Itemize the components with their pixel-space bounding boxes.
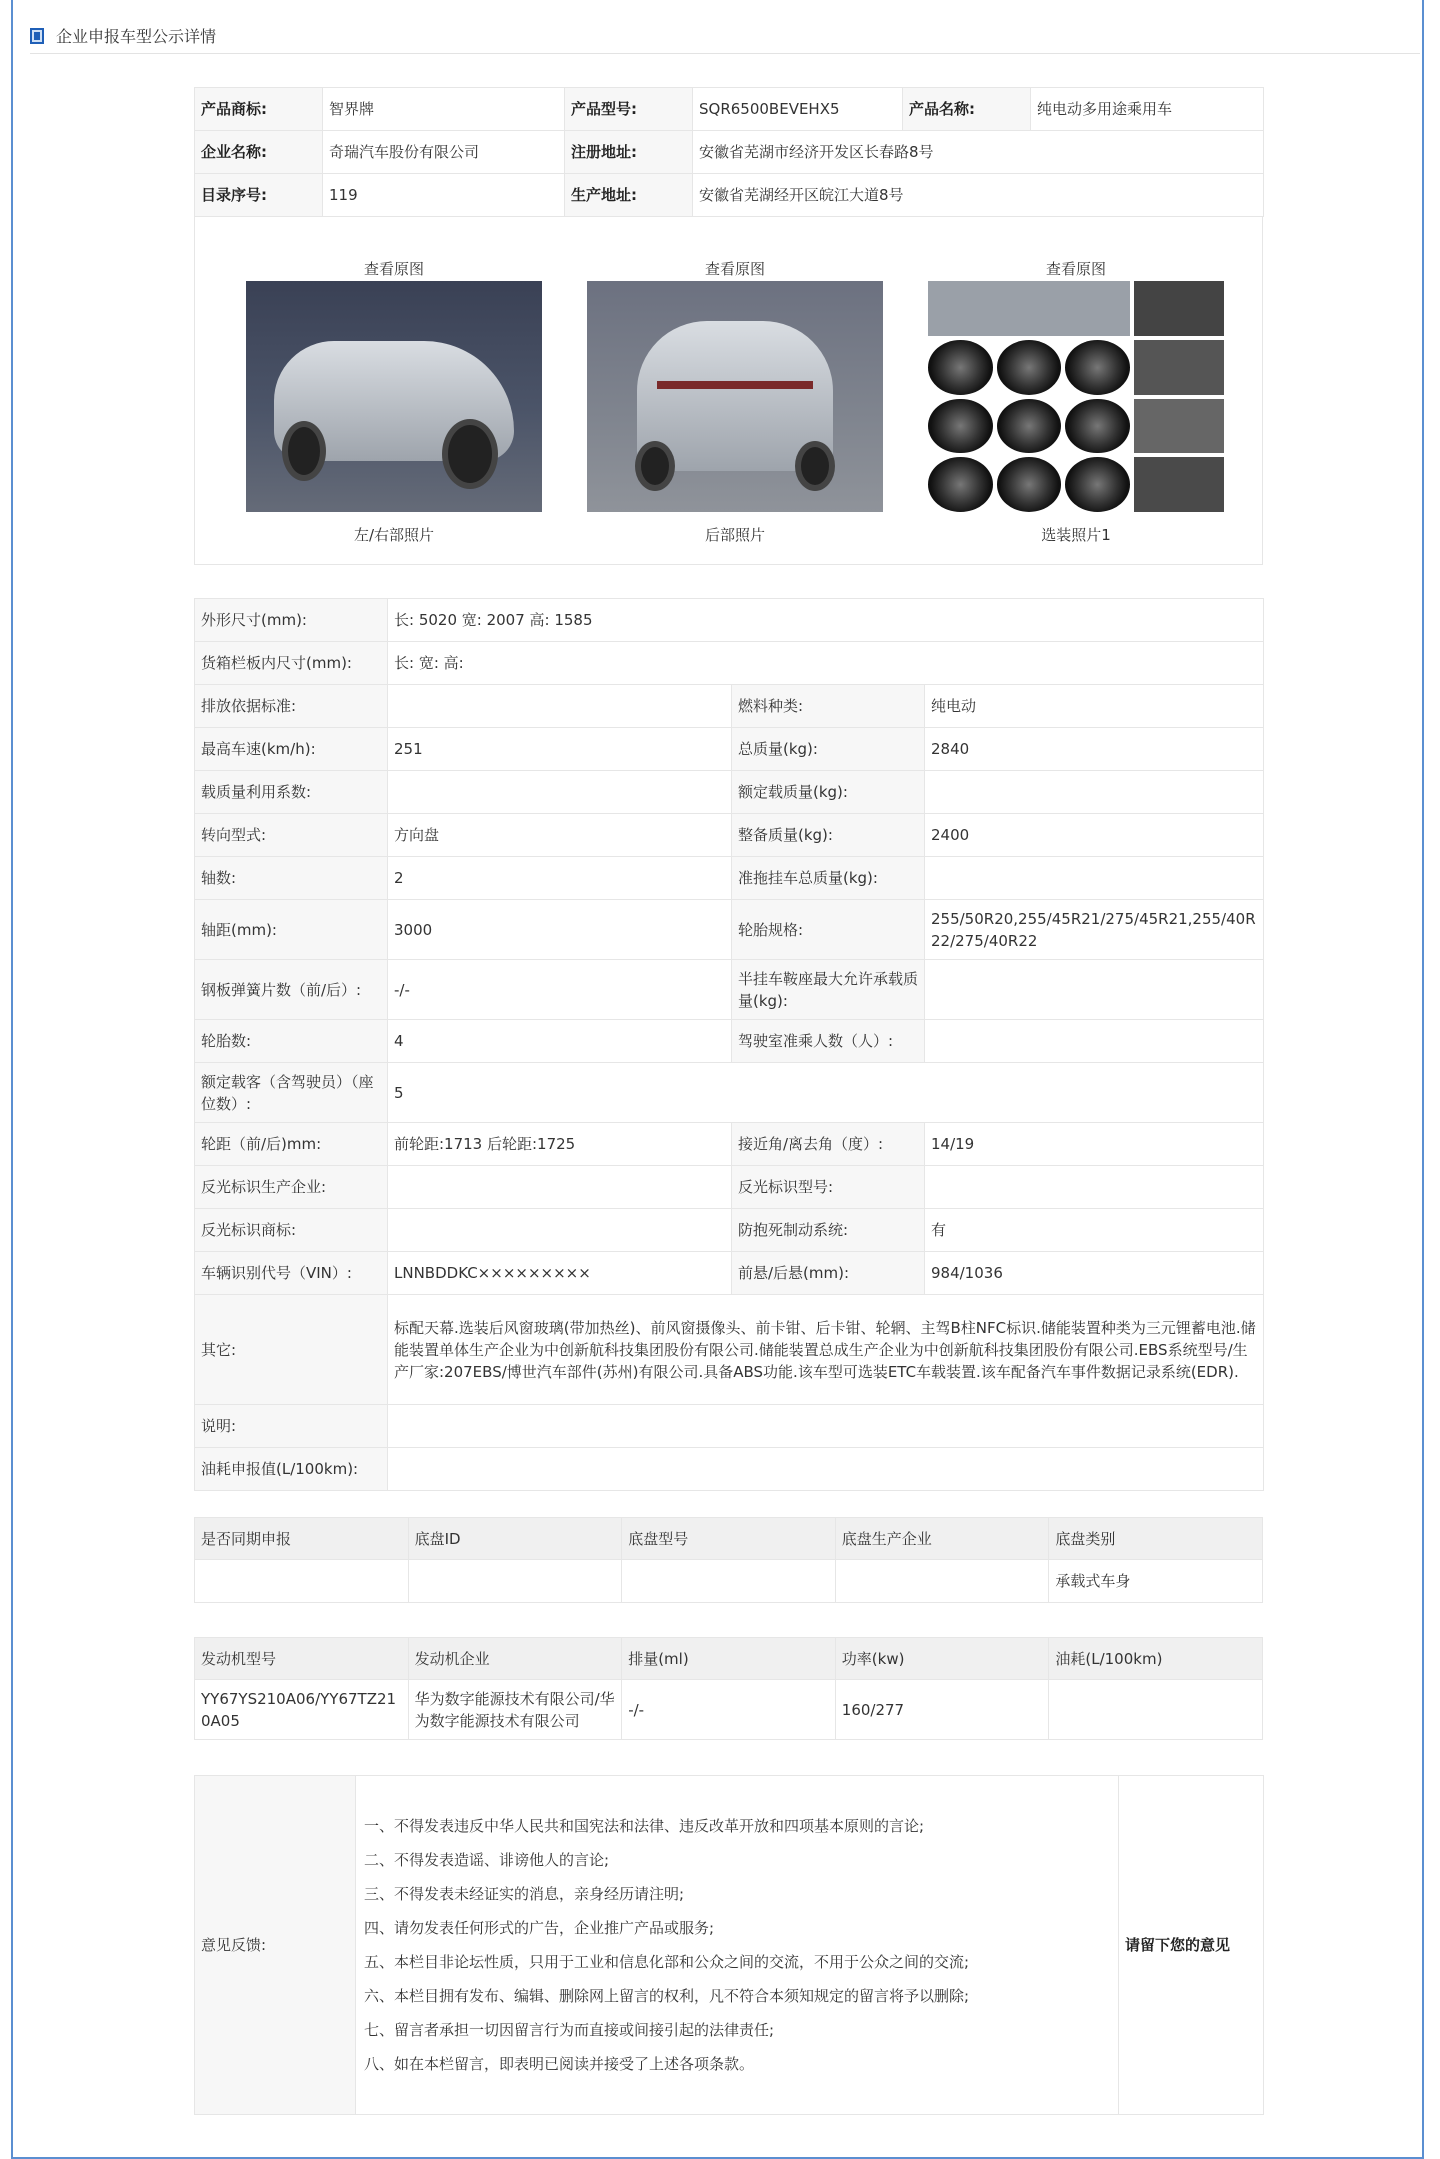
- spec-label: 整备质量(kg):: [732, 814, 925, 857]
- spec-label: 轮距（前/后)mm:: [195, 1123, 388, 1166]
- spec-label: 前悬/后悬(mm):: [732, 1252, 925, 1295]
- table-row: [195, 1448, 1264, 1491]
- column-header: 油耗(L/100km): [1049, 1638, 1263, 1680]
- spec-value: 2400: [925, 814, 1264, 857]
- table-cell: [622, 1560, 836, 1603]
- wheel-rear: [442, 419, 498, 489]
- spec-label: 反光标识商标:: [195, 1209, 388, 1252]
- spec-value: [925, 1020, 1264, 1063]
- product-name-label: 产品名称:: [903, 88, 1031, 131]
- spec-value: 2: [388, 857, 732, 900]
- photo-caption: 后部照片: [704, 526, 765, 544]
- table-row: [195, 88, 1264, 131]
- seats-label: 额定载客（含驾驶员）（座位数）:: [195, 1063, 388, 1123]
- table-row: [195, 131, 1264, 174]
- table-row: [195, 1020, 1264, 1063]
- product-name-value: 纯电动多用途乘用车: [1031, 88, 1264, 131]
- table-row: [195, 1776, 1264, 2115]
- engine-company-cell: 华为数字能源技术有限公司/华为数字能源技术有限公司: [408, 1680, 622, 1740]
- feedback-section: [194, 1775, 1263, 2115]
- feedback-table: [194, 1775, 1264, 2115]
- spec-label: 反光标识生产企业:: [195, 1166, 388, 1209]
- chassis-section: [194, 1517, 1263, 1603]
- rule-item: 八、如在本栏留言，即表明已阅读并接受了上述各项条款。: [364, 2055, 755, 2073]
- leave-comment-link[interactable]: 请留下您的意见: [1119, 1776, 1264, 2115]
- spec-value: [388, 1166, 732, 1209]
- column-header: 发动机企业: [408, 1638, 622, 1680]
- model-label: 产品型号:: [565, 88, 693, 131]
- spec-value: 有: [925, 1209, 1264, 1252]
- spec-value: 4: [388, 1020, 732, 1063]
- spec-value: 2840: [925, 728, 1264, 771]
- table-row: [195, 814, 1264, 857]
- spec-label: 载质量利用系数:: [195, 771, 388, 814]
- column-header: 底盘类别: [1049, 1518, 1263, 1560]
- power-cell: 160/277: [835, 1680, 1049, 1740]
- view-original-link[interactable]: 查看原图: [363, 260, 424, 278]
- column-header: 排量(ml): [622, 1638, 836, 1680]
- spec-value: 纯电动: [925, 685, 1264, 728]
- vin-label: 车辆识别代号（VIN）:: [195, 1252, 388, 1295]
- page-title: 企业申报车型公示详情: [56, 27, 217, 46]
- table-row: [195, 642, 1264, 685]
- company-label: 企业名称:: [195, 131, 323, 174]
- photo-rear: [587, 257, 883, 545]
- note-label: 说明:: [195, 1405, 388, 1448]
- side-car-photo[interactable]: [246, 281, 542, 512]
- table-row: [195, 960, 1264, 1020]
- spec-label: 准拖挂车总质量(kg):: [732, 857, 925, 900]
- table-cell: [408, 1560, 622, 1603]
- fuel-cell: [1049, 1680, 1263, 1740]
- spec-value: [388, 771, 732, 814]
- view-original-link[interactable]: 查看原图: [704, 260, 765, 278]
- table-row: [195, 900, 1264, 960]
- rule-item: 一、不得发表违反中华人民共和国宪法和法律、违反改革开放和四项基本原则的言论;: [364, 1817, 925, 1835]
- rule-item: 三、不得发表未经证实的消息，亲身经历请注明;: [364, 1885, 685, 1903]
- registered-address-label: 注册地址:: [565, 131, 693, 174]
- spec-value: [925, 771, 1264, 814]
- spec-label: 防抱死制动系统:: [732, 1209, 925, 1252]
- spec-value: 14/19: [925, 1123, 1264, 1166]
- spec-value: [925, 857, 1264, 900]
- other-value: 标配天幕.选装后风窗玻璃(带加热丝)、前风窗摄像头、前卡钳、后卡钳、轮辋、主驾B柱NFC标识.储能装置种类为三元锂蓄电池.储能装置单体生产企业为中创新航科技集团股份有限公司.储能装置总成生产企业为中创新航科技集团股份有限公司.EBS系统型号/生产厂家:207EBS/博世汽车部件(苏州)有限公司.具备ABS功能.该车型可选装ETC车载装置.该车配备汽车事件数据记录系统(EDR).: [388, 1295, 1264, 1405]
- catalog-no-label: 目录序号:: [195, 174, 323, 217]
- product-info-table: [194, 87, 1264, 217]
- table-header-row: [195, 1518, 1263, 1560]
- options-collage: [928, 281, 1224, 512]
- registered-address-value: 安徽省芜湖市经济开发区长春路8号: [693, 131, 1264, 174]
- table-row: [195, 1063, 1264, 1123]
- rule-item: 四、请勿发表任何形式的广告，企业推广产品或服务;: [364, 1919, 715, 1937]
- spec-value: [388, 1209, 732, 1252]
- trademark-value: 智界牌: [323, 88, 565, 131]
- engine-table: [194, 1637, 1263, 1740]
- spec-value: 前轮距:1713 后轮距:1725: [388, 1123, 732, 1166]
- table-row: [195, 1295, 1264, 1405]
- company-value: 奇瑞汽车股份有限公司: [323, 131, 565, 174]
- spec-value: 方向盘: [388, 814, 732, 857]
- spec-value: 3000: [388, 900, 732, 960]
- chassis-table: [194, 1517, 1263, 1603]
- dimensions-value: 长: 5020 宽: 2007 高: 1585: [388, 599, 1264, 642]
- spec-label: 半挂车鞍座最大允许承载质量(kg):: [732, 960, 925, 1020]
- photo-gallery: [194, 217, 1263, 565]
- column-header: 功率(kw): [835, 1638, 1049, 1680]
- model-value: SQR6500BEVEHX5: [693, 88, 903, 131]
- table-row: [195, 1680, 1263, 1740]
- seats-value: 5: [388, 1063, 1264, 1123]
- view-original-link[interactable]: 查看原图: [1045, 260, 1106, 278]
- table-cell: [835, 1560, 1049, 1603]
- spec-value: [925, 1166, 1264, 1209]
- table-row: [195, 1405, 1264, 1448]
- table-row: [195, 599, 1264, 642]
- spec-value: 251: [388, 728, 732, 771]
- table-cell: 承载式车身: [1049, 1560, 1263, 1603]
- other-label: 其它:: [195, 1295, 388, 1405]
- table-row: [195, 728, 1264, 771]
- feedback-label: 意见反馈:: [195, 1776, 356, 2115]
- rule-item: 二、不得发表造谣、诽谤他人的言论;: [364, 1851, 610, 1869]
- production-address-label: 生产地址:: [565, 174, 693, 217]
- engine-section: [194, 1637, 1263, 1740]
- spec-label: 钢板弹簧片数（前/后）:: [195, 960, 388, 1020]
- column-header: 底盘生产企业: [835, 1518, 1049, 1560]
- rule-item: 七、留言者承担一切因留言行为而直接或间接引起的法律责任;: [364, 2021, 775, 2039]
- cargo-dimensions-label: 货箱栏板内尺寸(mm):: [195, 642, 388, 685]
- table-row: [195, 857, 1264, 900]
- spec-label: 排放依据标准:: [195, 685, 388, 728]
- column-header: 是否同期申报: [195, 1518, 409, 1560]
- wheel-left: [635, 441, 675, 491]
- product-info-section: [194, 87, 1263, 565]
- trademark-label: 产品商标:: [195, 88, 323, 131]
- displacement-cell: -/-: [622, 1680, 836, 1740]
- photo-caption: 选装照片1: [1041, 526, 1111, 544]
- table-row: [195, 1123, 1264, 1166]
- spec-label: 总质量(kg):: [732, 728, 925, 771]
- spec-label: 接近角/离去角（度）:: [732, 1123, 925, 1166]
- spec-label: 最高车速(km/h):: [195, 728, 388, 771]
- table-row: [195, 1209, 1264, 1252]
- spec-value: [925, 960, 1264, 1020]
- spec-label: 反光标识型号:: [732, 1166, 925, 1209]
- spec-label: 额定载质量(kg):: [732, 771, 925, 814]
- vin-value: LNNBDDKC×××××××××: [388, 1252, 732, 1295]
- wheel-right: [795, 441, 835, 491]
- spec-label: 轴数:: [195, 857, 388, 900]
- photo-side: [246, 257, 542, 545]
- specs-table: [194, 598, 1264, 1491]
- spec-label: 轴距(mm):: [195, 900, 388, 960]
- spec-value: [388, 685, 732, 728]
- table-row: [195, 174, 1264, 217]
- tire-spec-value: 255/50R20,255/45R21/275/45R21,255/40R22/275/40R22: [925, 900, 1264, 960]
- cargo-dimensions-value: 长: 宽: 高:: [388, 642, 1264, 685]
- specs-section: [194, 598, 1263, 1491]
- rule-item: 六、本栏目拥有发布、编辑、删除网上留言的权利，凡不符合本须知规定的留言将予以删除;: [364, 1987, 970, 2005]
- engine-model-cell: YY67YS210A06/YY67TZ210A05: [195, 1680, 409, 1740]
- dimensions-label: 外形尺寸(mm):: [195, 599, 388, 642]
- production-address-value: 安徽省芜湖经开区皖江大道8号: [693, 174, 1264, 217]
- table-row: [195, 1252, 1264, 1295]
- table-row: [195, 1166, 1264, 1209]
- tail-light: [657, 381, 813, 389]
- column-header: 底盘型号: [622, 1518, 836, 1560]
- feedback-rules: [356, 1776, 1119, 2115]
- spec-label: 轮胎规格:: [732, 900, 925, 960]
- rule-item: 五、本栏目非论坛性质，只用于工业和信息化部和公众之间的交流，不用于公众之间的交流;: [364, 1953, 970, 1971]
- fuel-consumption-value: [388, 1448, 1264, 1491]
- document-icon: [30, 28, 44, 44]
- rear-car-photo[interactable]: [587, 281, 883, 512]
- table-header-row: [195, 1638, 1263, 1680]
- fuel-consumption-label: 油耗申报值(L/100km):: [195, 1448, 388, 1491]
- spec-label: 轮胎数:: [195, 1020, 388, 1063]
- table-row: [195, 1560, 1263, 1603]
- options-collage-photo[interactable]: [928, 281, 1224, 512]
- spec-value: -/-: [388, 960, 732, 1020]
- page-header: [30, 18, 1420, 54]
- spec-label: 驾驶室准乘人数（人）:: [732, 1020, 925, 1063]
- column-header: 底盘ID: [408, 1518, 622, 1560]
- note-value: [388, 1405, 1264, 1448]
- photo-options: [928, 257, 1224, 545]
- column-header: 发动机型号: [195, 1638, 409, 1680]
- table-cell: [195, 1560, 409, 1603]
- table-row: [195, 771, 1264, 814]
- spec-label: 燃料种类:: [732, 685, 925, 728]
- table-row: [195, 685, 1264, 728]
- spec-label: 转向型式:: [195, 814, 388, 857]
- wheel-front: [282, 421, 326, 481]
- spec-value: 984/1036: [925, 1252, 1264, 1295]
- photo-caption: 左/右部照片: [353, 526, 435, 544]
- catalog-no-value: 119: [323, 174, 565, 217]
